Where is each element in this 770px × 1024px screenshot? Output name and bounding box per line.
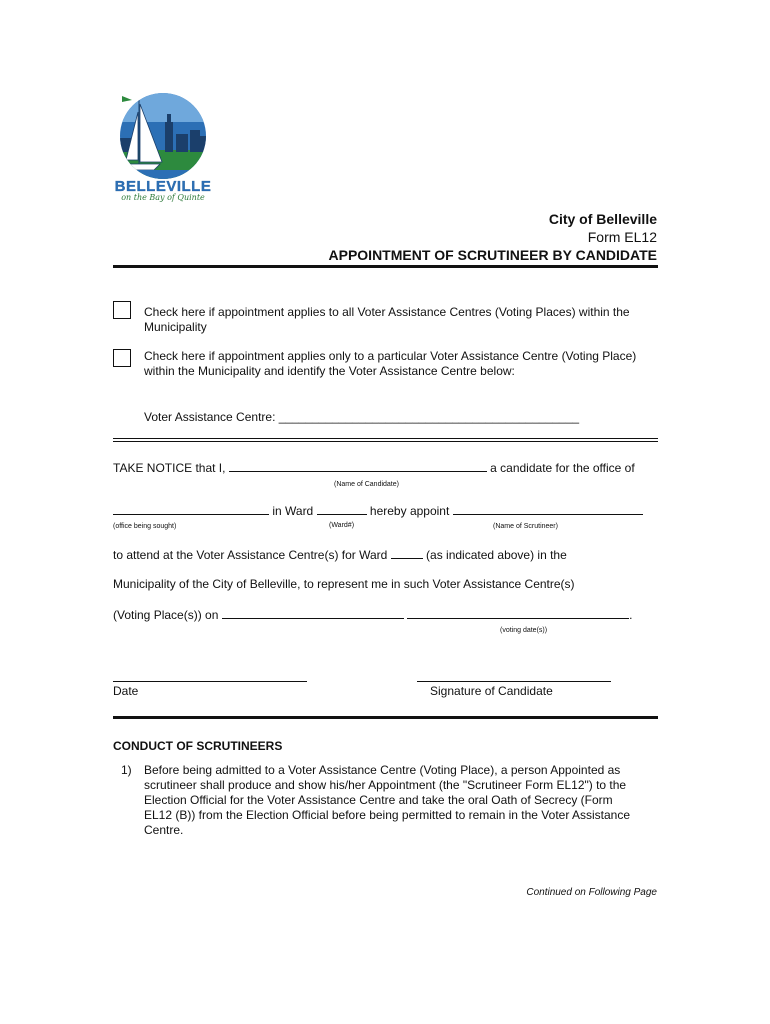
particular-centre-checkbox[interactable] <box>113 349 131 367</box>
voting-date-caption: (voting date(s)) <box>500 627 548 634</box>
section-divider-bottom <box>113 441 658 442</box>
particular-centre-label: Check here if appointment applies only to a particular Voter Assistance Centre (Voting Place) within the Municipality and identify the Voter Assistance Centre below: <box>144 349 637 378</box>
voting-date-field-2[interactable] <box>407 607 629 619</box>
attend-ward-field[interactable] <box>391 547 423 559</box>
ward-field[interactable] <box>317 503 367 515</box>
conduct-heading: CONDUCT OF SCRUTINEERS <box>113 739 283 753</box>
date-label: Date <box>113 684 139 698</box>
scrutineer-caption: (Name of Scrutineer) <box>493 523 558 530</box>
continued-note: Continued on Following Page <box>526 887 657 898</box>
signature-label: Signature of Candidate <box>430 684 553 698</box>
notice-line-5 <box>113 607 632 623</box>
notice-line-2 <box>113 503 643 519</box>
city-name: City of Belleville <box>548 211 657 227</box>
conduct-line: scrutineer shall produce and show his/her Appointment (the "Scrutineer Form EL12") to the <box>144 778 627 792</box>
scrutineer-name-field[interactable] <box>453 503 643 515</box>
notice-line-1-start: TAKE NOTICE that I, <box>113 461 229 475</box>
name-of-candidate-caption: (Name of Candidate) <box>334 481 399 488</box>
notice-line-3 <box>113 547 567 563</box>
notice-line-1-end: a candidate for the office of <box>486 461 635 475</box>
form-number: Form EL12 <box>587 229 657 245</box>
office-field[interactable] <box>113 503 269 515</box>
all-centres-checkbox[interactable] <box>113 301 131 319</box>
notice-line-1 <box>113 460 635 476</box>
notice-line-3-end: (as indicated above) in the <box>422 548 567 562</box>
conduct-line: Before being admitted to a Voter Assistance Centre (Voting Place), a person Appointed as <box>144 763 621 777</box>
conduct-line: EL12 (B)) from the Election Official before being permitted to remain in the Voter Assistance <box>144 808 631 822</box>
voting-date-field-1[interactable] <box>222 607 404 619</box>
notice-line-3-start: to attend at the Voter Assistance Centre(s) for Ward <box>113 548 391 562</box>
conduct-item-text <box>144 763 658 838</box>
ward-caption: (Ward#) <box>329 522 355 529</box>
notice-line-5-start: (Voting Place(s)) on <box>113 608 222 622</box>
notice-line-4: Municipality of the City of Belleville, to represent me in such Voter Assistance Centre(s) <box>113 577 575 591</box>
conduct-line: Election Official for the Voter Assistance Centre and take the oral Oath of Secrecy (Form <box>144 793 613 807</box>
signature-line[interactable] <box>417 681 611 682</box>
header-divider <box>113 265 658 268</box>
notice-line-5-end: . <box>629 608 633 622</box>
candidate-name-field[interactable] <box>229 460 487 472</box>
logo-wordmark <box>110 178 216 202</box>
date-line[interactable] <box>113 681 307 682</box>
in-ward-text: in Ward <box>269 504 317 518</box>
section-divider-top <box>113 438 658 439</box>
form-title: APPOINTMENT OF SCRUTINEER BY CANDIDATE <box>328 247 657 263</box>
voter-assistance-centre-field[interactable]: Voter Assistance Centre: _____________________________________________ <box>144 410 580 424</box>
all-centres-label: Check here if appointment applies to all Voter Assistance Centres (Voting Places) within the Municipality <box>144 305 630 334</box>
office-caption: (office being sought) <box>113 523 177 530</box>
logo-tagline: on the Bay of Quinte <box>121 193 205 202</box>
logo-name: BELLEVILLE <box>114 178 212 195</box>
conduct-item-number: 1) <box>121 763 132 777</box>
conduct-line: Centre. <box>144 823 184 837</box>
signature-divider <box>113 716 658 719</box>
hereby-appoint-text: hereby appoint <box>366 504 453 518</box>
